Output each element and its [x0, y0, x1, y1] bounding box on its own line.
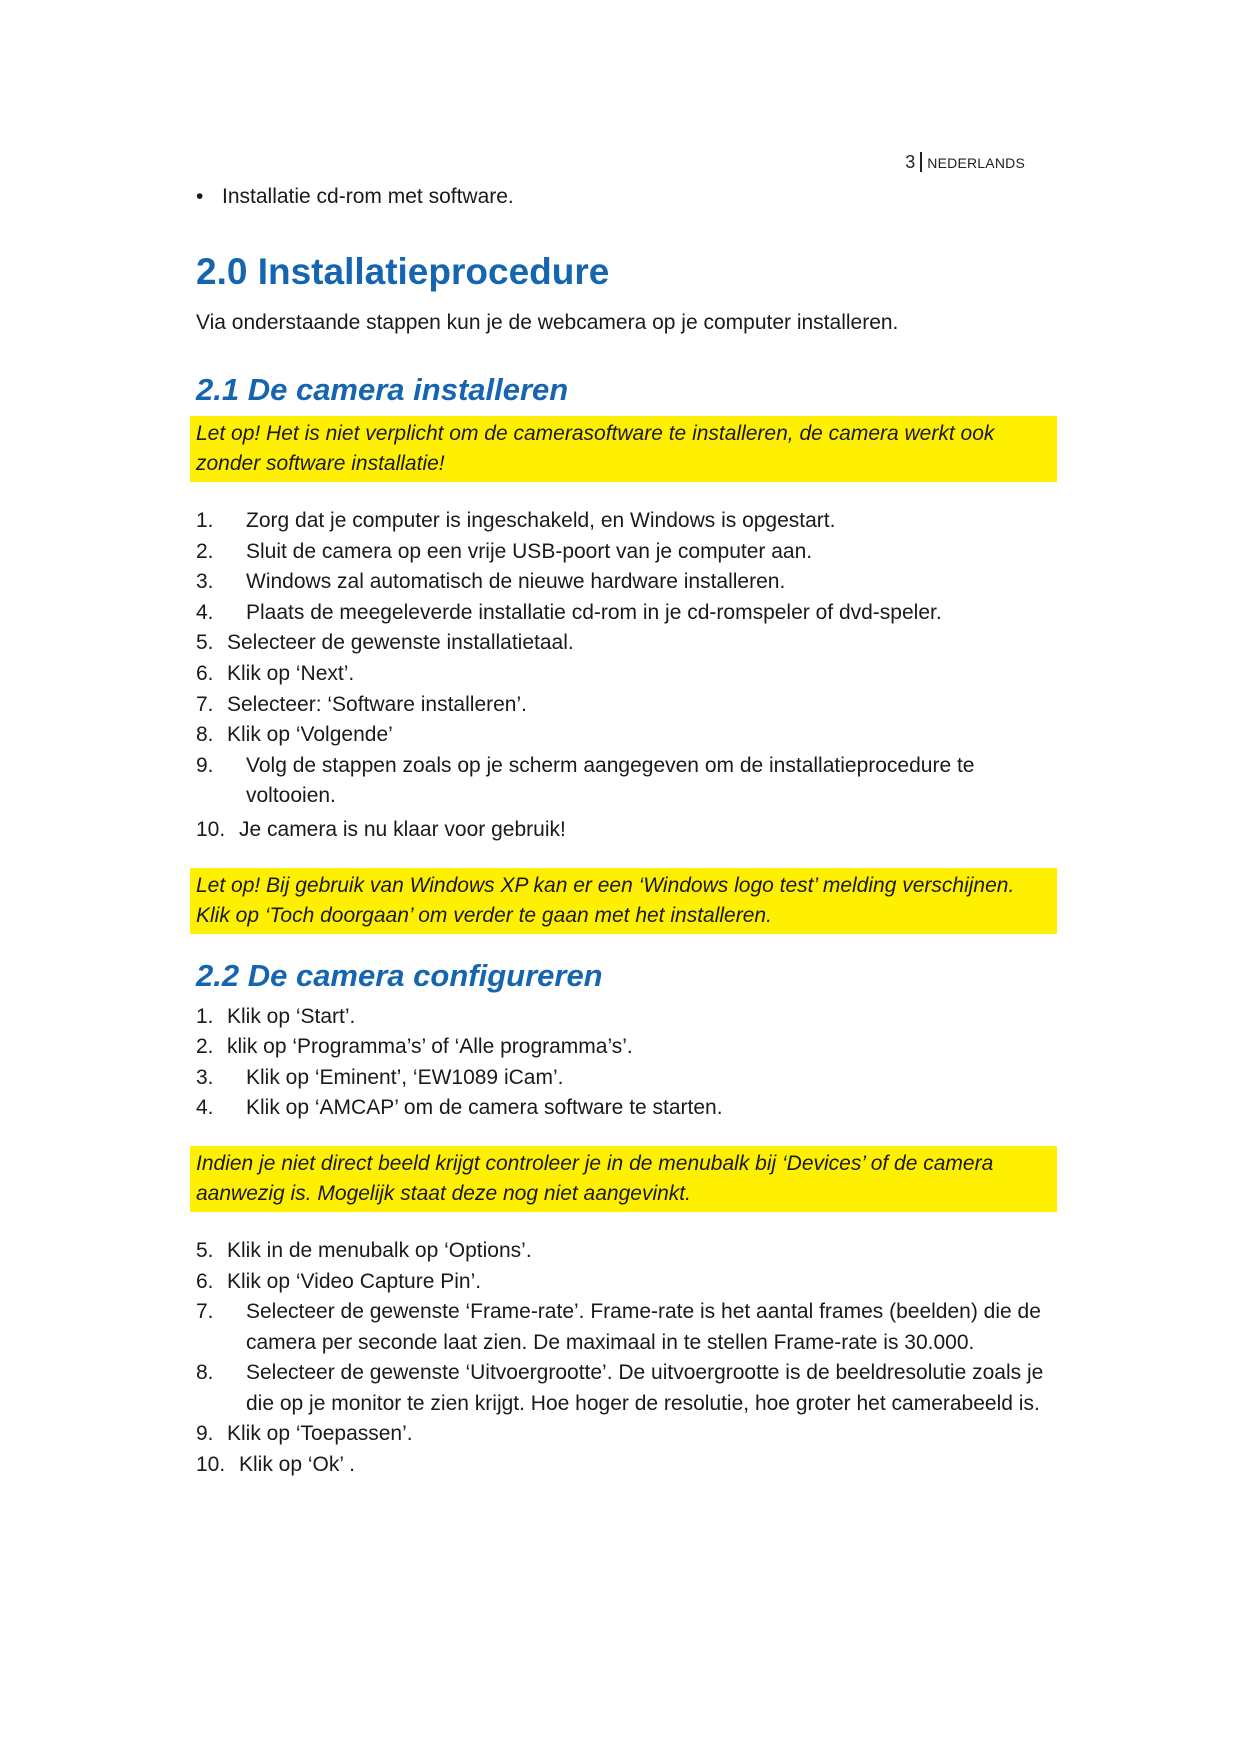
- list-item: [196, 537, 1056, 568]
- bullet-item: [196, 182, 1056, 212]
- list-item: [196, 815, 1056, 846]
- step-number: 9.: [196, 1422, 214, 1446]
- step-text: Klik op ‘Toepassen’.: [227, 1422, 413, 1446]
- step-number: 1.: [196, 509, 214, 532]
- step-text: Volg de stappen zoals op je scherm aangegeven om de installatieprocedure te voltooien.: [246, 753, 975, 808]
- page-number: 3: [905, 152, 916, 172]
- list-item: [196, 1450, 1056, 1481]
- step-text: Plaats de meegeleverde installatie cd-rom in je cd-romspeler of dvd-speler.: [246, 600, 942, 624]
- highlight-note-devices: Indien je niet direct beeld krijgt controleer je in de menubalk bij ‘Devices’ of de camera aanwezig is. Mogelijk staat deze nog niet aangevinkt.: [190, 1146, 1057, 1212]
- step-text: Klik op ‘Eminent’, ‘EW1089 iCam’.: [246, 1065, 564, 1089]
- configure-steps-list-a: [196, 1002, 1056, 1124]
- list-item: [196, 1032, 1056, 1063]
- list-item: [196, 567, 1056, 598]
- list-item: [196, 1063, 1056, 1094]
- step-number: 8.: [196, 723, 214, 747]
- list-item: [196, 1093, 1056, 1124]
- step-text: Klik op ‘Next’.: [227, 661, 355, 685]
- install-steps-list: [196, 506, 1056, 846]
- step-number: 4.: [196, 1096, 214, 1120]
- list-item: [196, 1297, 1056, 1358]
- list-item: [196, 506, 1056, 537]
- step-number: 2.: [196, 1035, 214, 1059]
- step-number: 5.: [196, 1238, 214, 1262]
- step-text: Sluit de camera op een vrije USB-poort van je computer aan.: [246, 539, 813, 563]
- section-title: 2.0 Installatieprocedure: [196, 251, 610, 292]
- bullet-text: Installatie cd-rom met software.: [222, 185, 514, 208]
- step-number: 3.: [196, 1065, 214, 1089]
- step-number: 6.: [196, 661, 214, 685]
- list-item: [196, 1236, 1056, 1267]
- step-text: klik op ‘Programma’s’ of ‘Alle programma’s’.: [227, 1035, 633, 1059]
- step-number: 7.: [196, 692, 214, 716]
- step-text: Windows zal automatisch de nieuwe hardware installeren.: [246, 570, 786, 594]
- list-item: [196, 598, 1056, 629]
- list-item: [196, 720, 1056, 751]
- highlight-note-windows-xp: Let op! Bij gebruik van Windows XP kan er een ‘Windows logo test’ melding verschijnen. Klik op ‘Toch doorgaan’ om verder te gaan met het installeren.: [190, 868, 1057, 934]
- list-item: [196, 659, 1056, 690]
- step-text: Selecteer de gewenste ‘Uitvoergrootte’. De uitvoergrootte is de beeldresolutie zoals je die op je monitor te zien krijgt. Hoe hoger de resolutie, hoe groter het camerabeeld is.: [246, 1361, 1044, 1415]
- step-number: 3.: [196, 570, 214, 594]
- step-number: 8.: [196, 1361, 214, 1385]
- subsection-title-install: 2.1 De camera installeren: [196, 372, 569, 407]
- step-number: 10.: [196, 817, 226, 841]
- header-divider: [920, 152, 922, 172]
- step-text: Je camera is nu klaar voor gebruik!: [239, 817, 566, 841]
- step-number: 7.: [196, 1300, 214, 1324]
- section-intro: Via onderstaande stappen kun je de webcamera op je computer installeren.: [196, 311, 899, 334]
- configure-steps-list-b: [196, 1236, 1056, 1481]
- subsection-title-configure: 2.2 De camera configureren: [196, 957, 603, 993]
- list-item: [196, 628, 1056, 659]
- step-text: Klik op ‘Video Capture Pin’.: [227, 1269, 482, 1293]
- step-text: Selecteer: ‘Software installeren’.: [227, 692, 527, 716]
- step-number: 9.: [196, 753, 214, 777]
- step-text: Selecteer de gewenste installatietaal.: [227, 631, 574, 655]
- header-language: NEDERLANDS: [927, 155, 1025, 171]
- list-item: [196, 751, 1056, 812]
- step-text: Klik op ‘Start’.: [227, 1004, 356, 1028]
- step-number: 1.: [196, 1004, 214, 1028]
- list-item: [196, 1002, 1056, 1033]
- step-number: 5.: [196, 631, 214, 655]
- document-body: [196, 182, 1056, 1481]
- list-item: [196, 1267, 1056, 1298]
- list-item: [196, 1419, 1056, 1450]
- step-text: Klik op ‘AMCAP’ om de camera software te starten.: [246, 1096, 723, 1120]
- list-item: [196, 690, 1056, 721]
- step-text: Klik op ‘Ok’ .: [239, 1453, 355, 1477]
- step-text: Klik op ‘Volgende’: [227, 723, 393, 747]
- step-number: 4.: [196, 600, 214, 624]
- step-number: 6.: [196, 1269, 214, 1293]
- step-text: Klik in de menubalk op ‘Options’.: [227, 1238, 532, 1262]
- list-item: [196, 1358, 1056, 1419]
- step-number: 2.: [196, 539, 214, 563]
- page-header: [905, 152, 1025, 173]
- step-number: 10.: [196, 1453, 226, 1477]
- step-text: Zorg dat je computer is ingeschakeld, en Windows is opgestart.: [246, 509, 836, 532]
- step-text: Selecteer de gewenste ‘Frame-rate’. Frame-rate is het aantal frames (beelden) die de camera per seconde laat zien. De maximaal in te stellen Frame-rate is 30.000.: [246, 1300, 1041, 1354]
- bullet-dot-icon: •: [196, 185, 204, 208]
- highlight-note-install: Let op! Het is niet verplicht om de camerasoftware te installeren, de camera werkt ook zonder software installatie!: [190, 416, 1057, 482]
